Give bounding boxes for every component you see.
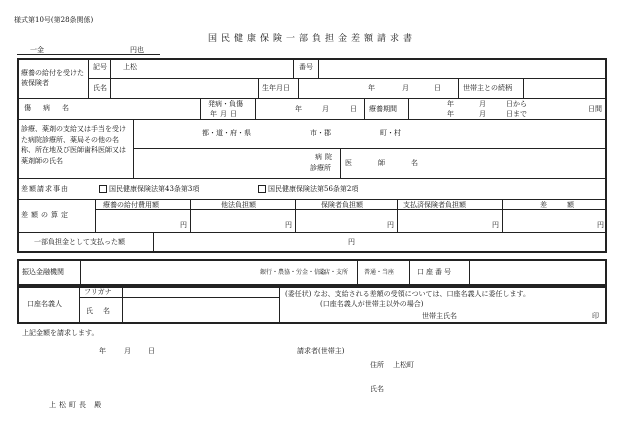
delegation-note: (口座名義人が世帯主以外の場合) — [320, 300, 424, 308]
period-to-month-unit: 月 — [479, 110, 486, 118]
facility-label: 診療、薬剤の支給又は手当を受けた病院診療所、薬局その他の名称、所在地及び医師歯科医師又は薬剤師の氏名 — [21, 125, 126, 165]
number-label: 番号 — [299, 63, 313, 71]
head-name-label: 世帯主氏名 — [422, 312, 457, 320]
calc-header-paid-insurer: 支払済保険者負担額 — [403, 201, 466, 209]
footer-day-unit: 日 — [148, 347, 155, 355]
period-label: 療養期間 — [369, 105, 397, 113]
amount-suffix: 円也 — [130, 46, 144, 54]
city-label: 市・郡 — [310, 129, 331, 137]
birth-label: 生年月日 — [262, 84, 290, 92]
holder-name-label: 氏名 — [86, 307, 120, 315]
address-label: 住所 — [370, 361, 384, 369]
reason-option-56-label: 国民健康保険法第56条第2項 — [268, 185, 359, 193]
calc-label: 差額の算定 — [21, 211, 71, 219]
reason-option-43-label: 国民健康保険法第43条第3項 — [109, 185, 200, 193]
illness-label: 傷病名 — [24, 104, 81, 112]
calc-header-other: 他法負担額 — [221, 201, 256, 209]
bank-label: 振込金融機関 — [22, 268, 64, 276]
addressee: 上松町長 殿 — [49, 401, 105, 409]
request-text: 上記金額を請求します。 — [22, 329, 99, 337]
onset-month-unit: 月 — [322, 105, 329, 113]
clinic-label: 診療所 — [310, 164, 331, 172]
calc-yen-1: 円 — [180, 221, 187, 229]
symbol-value[interactable]: 上松 — [123, 63, 137, 71]
address-value[interactable]: 上松町 — [393, 361, 414, 369]
calc-header-insurer: 保険者負担額 — [321, 201, 363, 209]
branch-types: 支店・支所 — [318, 269, 349, 276]
bank-types: 銀行・農協・労金・信金 — [260, 269, 327, 276]
birth-month-unit: 月 — [402, 84, 409, 92]
symbol-label: 記号 — [93, 63, 107, 71]
seal-mark: 印 — [592, 312, 599, 320]
reason-option-43[interactable] — [99, 185, 199, 193]
period-from-year-unit: 年 — [447, 100, 454, 108]
birth-year-unit: 年 — [368, 84, 375, 92]
onset-year-unit: 年 — [295, 105, 302, 113]
page-title: 国民健康保険一部負担金差額請求書 — [208, 34, 417, 44]
footer-month-unit: 月 — [124, 347, 131, 355]
checkbox-icon[interactable] — [258, 185, 266, 193]
onset-label-1: 発病・負傷 — [208, 100, 243, 108]
account-number-label: 口座番号 — [417, 268, 453, 276]
onset-day-unit: 日 — [350, 105, 357, 113]
checkbox-icon[interactable] — [99, 185, 107, 193]
prefecture-label: 都・道・府・県 — [202, 129, 251, 137]
town-label: 町・村 — [380, 129, 401, 137]
calc-yen-2: 円 — [285, 221, 292, 229]
period-from-month-unit: 月 — [479, 100, 486, 108]
calc-yen-5: 円 — [597, 221, 604, 229]
hospital-label: 病院 — [315, 153, 335, 161]
form-number: 様式第10号(第28条関係) — [14, 16, 94, 24]
reason-label: 差額請求事由 — [21, 185, 69, 193]
furigana-label: フリガナ — [84, 288, 112, 296]
paid-label: 一部負担金として支払った額 — [34, 238, 125, 246]
birth-day-unit: 日 — [434, 84, 441, 92]
delegation-text: (委任状) なお、支給される差額の受領については、口座名義人に委任します。 — [285, 290, 530, 298]
calc-header-diff: 差額 — [540, 201, 594, 209]
relation-label: 世帯主との続柄 — [463, 84, 512, 92]
amount-prefix: 一金 — [30, 46, 44, 54]
reason-option-56[interactable] — [258, 185, 358, 193]
paid-yen: 円 — [348, 238, 355, 246]
amount-underline — [17, 54, 160, 55]
holder-label: 口座名義人 — [27, 300, 62, 308]
name-label: 氏名 — [93, 84, 107, 92]
doctor-label: 医師名 — [345, 159, 444, 167]
footer-year-unit: 年 — [99, 347, 106, 355]
to-label: 日まで — [506, 110, 527, 118]
account-types: 普通・当座 — [364, 269, 395, 276]
from-label: 日から — [506, 100, 527, 108]
days-label: 日間 — [588, 105, 602, 113]
calc-header-cost: 療養の給付費用額 — [103, 201, 159, 209]
calc-yen-4: 円 — [492, 221, 499, 229]
claimant-label: 請求者(世帯主) — [297, 347, 345, 355]
onset-label-2: 年月日 — [210, 110, 240, 118]
calc-yen-3: 円 — [387, 221, 394, 229]
claimant-name-label: 氏名 — [370, 385, 384, 393]
insured-label: 療養の給付を受けた被保険者 — [21, 69, 84, 87]
period-to-year-unit: 年 — [447, 110, 454, 118]
